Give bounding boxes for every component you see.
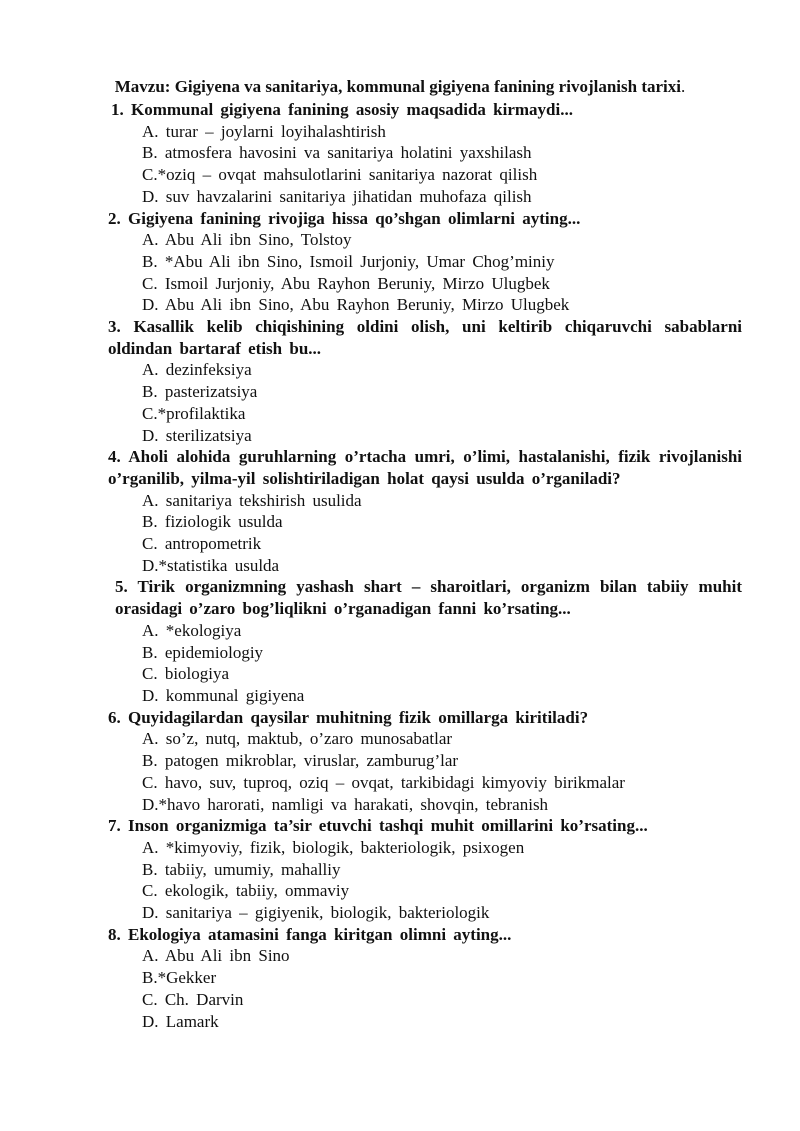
option-b: B. epidemiologiy bbox=[142, 642, 264, 662]
question-text: 1. Kommunal gigiyena fanining asosiy maqsadida kirmaydi... bbox=[111, 100, 573, 119]
question-4 bbox=[108, 446, 742, 576]
option-c: C. biologiya bbox=[142, 664, 230, 684]
option-b: B. *Abu Ali ibn Sino, Ismoil Jurjoniy, Umar Chog’miniy bbox=[142, 251, 555, 271]
question-3 bbox=[108, 316, 742, 446]
option-d: D. suv havzalarini sanitariya jihatidan muhofaza qilish bbox=[142, 186, 532, 206]
option-a: A. so’z, nutq, maktub, o’zaro munosabatlar bbox=[142, 729, 453, 749]
question-text: 6. Quyidagilardan qaysilar muhitning fizik omillarga kiritiladi? bbox=[108, 707, 589, 727]
option-a: A. sanitariya tekshirish usulida bbox=[142, 490, 362, 510]
question-text: 8. Ekologiya atamasini fanga kiritgan olimni ayting... bbox=[108, 924, 512, 944]
option-c: C. Ch. Darvin bbox=[142, 989, 244, 1009]
option-c: C.*profilaktika bbox=[142, 403, 246, 423]
question-list bbox=[108, 99, 742, 1032]
question-8 bbox=[108, 924, 742, 1033]
option-b: B. tabiiy, umumiy, mahalliy bbox=[142, 859, 341, 879]
question-text: 3. Kasallik kelib chiqishining oldini olish, uni keltirib chiqaruvchi sabablarni oldindan bartaraf etish bu... bbox=[108, 317, 742, 358]
option-c: C.*oziq – ovqat mahsulotlarini sanitariya nazorat qilish bbox=[142, 165, 538, 185]
question-text: 5. Tirik organizmning yashash shart – sharoitlari, organizm bilan tabiiy muhit orasidagi o’zaro bog’liqlikni o’rganadigan fanni ko’rsating... bbox=[115, 577, 742, 619]
question-text: 2. Gigiyena fanining rivojiga hissa qo’shgan olimlarni ayting... bbox=[108, 208, 581, 228]
option-a: A. Abu Ali ibn Sino bbox=[142, 946, 290, 966]
option-c: C. Ismoil Jurjoniy, Abu Rayhon Beruniy, Mirzo Ulugbek bbox=[142, 273, 550, 293]
option-d: D. sanitariya – gigiyenik, biologik, bakteriologik bbox=[142, 903, 490, 923]
option-c: C. havo, suv, tuproq, oziq – ovqat, tarkibidagi kimyoviy birikmalar bbox=[142, 772, 625, 792]
option-a: A. turar – joylarni loyihalashtirish bbox=[142, 121, 386, 141]
question-text: 7. Inson organizmiga ta’sir etuvchi tashqi muhit omillarini ko’rsating... bbox=[108, 816, 648, 836]
question-1 bbox=[108, 99, 742, 208]
option-b: B. fiziologik usulda bbox=[142, 512, 283, 532]
option-b: B. patogen mikroblar, viruslar, zamburug’lar bbox=[142, 751, 459, 771]
option-d: D. sterilizatsiya bbox=[142, 425, 252, 445]
option-d: D. kommunal gigiyena bbox=[142, 685, 305, 705]
option-a: A. Abu Ali ibn Sino, Tolstoy bbox=[142, 230, 352, 250]
title-period: . bbox=[680, 77, 686, 96]
question-text: 4. Aholi alohida guruhlarning o’rtacha umri, o’limi, hastalanishi, fizik rivojlanishi o’rganilib, yilma-yil solishtiriladigan holat qaysi usulda o’rganiladi? bbox=[108, 447, 742, 488]
option-a: A. *kimyoviy, fizik, biologik, bakteriologik, psixogen bbox=[142, 837, 525, 857]
page-title bbox=[0, 76, 800, 98]
option-d: D.*havo harorati, namligi va harakati, shovqin, tebranish bbox=[142, 794, 549, 814]
option-a: A. *ekologiya bbox=[142, 620, 242, 640]
question-5 bbox=[108, 576, 742, 706]
option-c: C. antropometrik bbox=[142, 534, 262, 554]
option-a: A. dezinfeksiya bbox=[142, 360, 252, 380]
option-b: B. pasterizatsiya bbox=[142, 382, 258, 402]
option-d: D. Lamark bbox=[142, 1011, 219, 1031]
option-b: B.*Gekker bbox=[142, 968, 217, 988]
option-c: C. ekologik, tabiiy, ommaviy bbox=[142, 881, 350, 901]
option-d: D.*statistika usulda bbox=[142, 555, 280, 575]
question-7 bbox=[108, 815, 742, 924]
option-b: B. atmosfera havosini va sanitariya holatini yaxshilash bbox=[142, 143, 532, 163]
question-2 bbox=[108, 208, 742, 317]
question-6 bbox=[108, 707, 742, 816]
option-d: D. Abu Ali ibn Sino, Abu Rayhon Beruniy, Mirzo Ulugbek bbox=[142, 295, 570, 315]
title-text: Mavzu: Gigiyena va sanitariya, kommunal gigiyena fanining rivojlanish tarixi bbox=[114, 77, 681, 96]
